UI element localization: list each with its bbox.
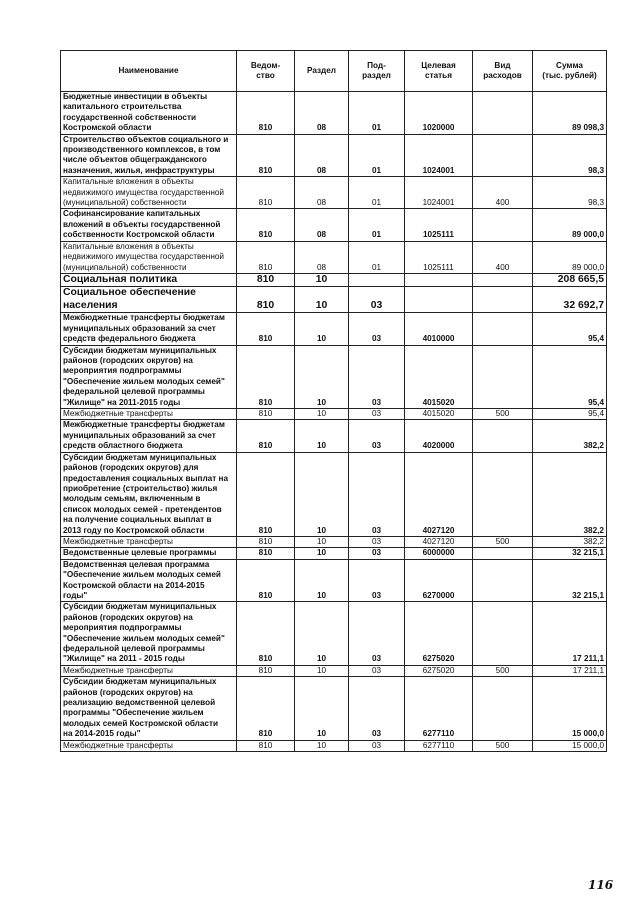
cell-subsection: 03: [349, 559, 405, 602]
cell-article: 1025111: [405, 241, 473, 273]
cell-article: 6277110: [405, 677, 473, 740]
cell-section: 10: [295, 287, 349, 313]
cell-name: Межбюджетные трансферты: [61, 740, 237, 751]
table-row: [61, 241, 607, 273]
cell-section: 10: [295, 602, 349, 665]
table-row: [61, 740, 607, 751]
cell-name: Субсидии бюджетам муниципальных районов (городских округов) на реализацию ведомственной целевой программы "Обеспечение жильем молодых семей Костромской области на 2014-2015 годы": [61, 677, 237, 740]
table-row: [61, 602, 607, 665]
cell-exp-type: [473, 345, 533, 408]
cell-subsection: 01: [349, 177, 405, 209]
page-number: 116: [588, 878, 614, 892]
cell-section: 10: [295, 273, 349, 287]
cell-dept: 810: [237, 345, 295, 408]
header-dept: Ведом- ство: [237, 51, 295, 92]
cell-exp-type: 500: [473, 536, 533, 547]
cell-section: 10: [295, 677, 349, 740]
cell-subsection: 03: [349, 420, 405, 452]
cell-subsection: 03: [349, 409, 405, 420]
table-row: [61, 452, 607, 536]
cell-name: Межбюджетные трансферты: [61, 665, 237, 676]
cell-subsection: 01: [349, 209, 405, 241]
cell-sum: 89 000,0: [533, 241, 607, 273]
cell-subsection: 03: [349, 740, 405, 751]
cell-sum: 89 098,3: [533, 92, 607, 135]
cell-subsection: 03: [349, 287, 405, 313]
header-exp-type: Вид расходов: [473, 51, 533, 92]
cell-exp-type: [473, 452, 533, 536]
cell-exp-type: [473, 134, 533, 177]
cell-dept: 810: [237, 209, 295, 241]
cell-article: 6270000: [405, 559, 473, 602]
cell-dept: 810: [237, 548, 295, 559]
cell-name: Ведомственные целевые программы: [61, 548, 237, 559]
cell-article: 6000000: [405, 548, 473, 559]
cell-section: 08: [295, 241, 349, 273]
table-row: [61, 409, 607, 420]
cell-exp-type: 500: [473, 409, 533, 420]
cell-name: Капитальные вложения в объекты недвижимого имущества государственной (муниципальной) собственности: [61, 177, 237, 209]
cell-subsection: 03: [349, 345, 405, 408]
cell-exp-type: 500: [473, 665, 533, 676]
header-article: Целевая статья: [405, 51, 473, 92]
cell-section: 10: [295, 345, 349, 408]
table-row: [61, 345, 607, 408]
cell-dept: 810: [237, 559, 295, 602]
cell-sum: 98,3: [533, 177, 607, 209]
cell-name: Социальная политика: [61, 273, 237, 287]
cell-exp-type: [473, 677, 533, 740]
cell-section: 10: [295, 740, 349, 751]
cell-name: Межбюджетные трансферты: [61, 536, 237, 547]
cell-article: 4020000: [405, 420, 473, 452]
table-row: [61, 313, 607, 345]
cell-dept: 810: [237, 287, 295, 313]
cell-subsection: 01: [349, 92, 405, 135]
cell-dept: 810: [237, 241, 295, 273]
cell-section: 08: [295, 209, 349, 241]
cell-exp-type: 400: [473, 177, 533, 209]
cell-name: Ведомственная целевая программа "Обеспечение жильем молодых семей Костромской области на 2014-2015 годы": [61, 559, 237, 602]
cell-exp-type: [473, 420, 533, 452]
cell-exp-type: 500: [473, 740, 533, 751]
table-row: [61, 559, 607, 602]
cell-section: 10: [295, 409, 349, 420]
cell-subsection: 03: [349, 602, 405, 665]
cell-name: Межбюджетные трансферты: [61, 409, 237, 420]
cell-name: Строительство объектов социального и производственного комплексов, в том числе объектов общегражданского назначения, жилья, инфраструктуры: [61, 134, 237, 177]
cell-subsection: 01: [349, 241, 405, 273]
cell-section: 10: [295, 548, 349, 559]
cell-section: 10: [295, 665, 349, 676]
cell-subsection: 03: [349, 548, 405, 559]
cell-dept: 810: [237, 177, 295, 209]
cell-name: Субсидии бюджетам муниципальных районов (городских округов) на мероприятия подпрограммы "Обеспечение жильем молодых семей" федеральной целевой программы "Жилище" на 2011-2015 годы: [61, 345, 237, 408]
cell-article: 6275020: [405, 665, 473, 676]
table-row: [61, 420, 607, 452]
cell-subsection: 03: [349, 665, 405, 676]
cell-dept: 810: [237, 92, 295, 135]
cell-name: Межбюджетные трансферты бюджетам муниципальных образований за счет средств областного бюджета: [61, 420, 237, 452]
cell-article: 1025111: [405, 209, 473, 241]
cell-subsection: 01: [349, 134, 405, 177]
cell-sum: 382,2: [533, 536, 607, 547]
header-section: Раздел: [295, 51, 349, 92]
cell-dept: 810: [237, 602, 295, 665]
cell-name: Субсидии бюджетам муниципальных районов (городских округов) на мероприятия подпрограммы "Обеспечение жильем молодых семей" федеральной целевой программы "Жилище" на 2011 - 2015 годы: [61, 602, 237, 665]
cell-section: 10: [295, 536, 349, 547]
cell-sum: 382,2: [533, 420, 607, 452]
cell-section: 10: [295, 313, 349, 345]
cell-sum: 208 665,5: [533, 273, 607, 287]
cell-article: 6275020: [405, 602, 473, 665]
cell-name: Бюджетные инвестиции в объекты капитального строительства государственной собственности Костромской области: [61, 92, 237, 135]
cell-dept: 810: [237, 134, 295, 177]
cell-section: 08: [295, 134, 349, 177]
table-row: [61, 209, 607, 241]
table-row: [61, 177, 607, 209]
cell-section: 08: [295, 92, 349, 135]
cell-article: 4015020: [405, 409, 473, 420]
cell-sum: 95,4: [533, 409, 607, 420]
cell-sum: 98,3: [533, 134, 607, 177]
cell-article: 4010000: [405, 313, 473, 345]
cell-exp-type: [473, 559, 533, 602]
cell-subsection: 03: [349, 536, 405, 547]
table-row: [61, 134, 607, 177]
cell-dept: 810: [237, 740, 295, 751]
cell-article: 4027120: [405, 536, 473, 547]
table-body: [61, 92, 607, 752]
cell-exp-type: [473, 273, 533, 287]
cell-exp-type: [473, 602, 533, 665]
cell-dept: 810: [237, 420, 295, 452]
cell-article: [405, 273, 473, 287]
cell-exp-type: 400: [473, 241, 533, 273]
cell-exp-type: [473, 287, 533, 313]
cell-exp-type: [473, 313, 533, 345]
cell-subsection: [349, 273, 405, 287]
cell-article: [405, 287, 473, 313]
cell-sum: 95,4: [533, 313, 607, 345]
cell-sum: 15 000,0: [533, 740, 607, 751]
cell-dept: 810: [237, 409, 295, 420]
cell-name: Социальное обеспечение населения: [61, 287, 237, 313]
table-row: [61, 677, 607, 740]
cell-article: 4015020: [405, 345, 473, 408]
table-header-row: [61, 51, 607, 92]
cell-sum: 17 211,1: [533, 602, 607, 665]
cell-subsection: 03: [349, 677, 405, 740]
table-row: [61, 273, 607, 287]
cell-article: 1024001: [405, 177, 473, 209]
cell-section: 08: [295, 177, 349, 209]
cell-dept: 810: [237, 536, 295, 547]
table-row: [61, 665, 607, 676]
cell-section: 10: [295, 452, 349, 536]
cell-section: 10: [295, 559, 349, 602]
cell-article: 1020000: [405, 92, 473, 135]
cell-sum: 32 215,1: [533, 559, 607, 602]
table-row: [61, 536, 607, 547]
table-row: [61, 92, 607, 135]
cell-name: Капитальные вложения в объекты недвижимого имущества государственной (муниципальной) собственности: [61, 241, 237, 273]
cell-dept: 810: [237, 313, 295, 345]
cell-sum: 17 211,1: [533, 665, 607, 676]
cell-name: Субсидии бюджетам муниципальных районов (городских округов) для предоставления социальных выплат на приобретение (строительство) жилья молодым семьям, включенным в список молодых семей - претендентов на получение социальных выплат в 2013 году по Костромской области: [61, 452, 237, 536]
cell-subsection: 03: [349, 313, 405, 345]
header-subsection: Под- раздел: [349, 51, 405, 92]
cell-section: 10: [295, 420, 349, 452]
cell-sum: 95,4: [533, 345, 607, 408]
cell-exp-type: [473, 92, 533, 135]
cell-article: 4027120: [405, 452, 473, 536]
header-sum: Сумма (тыс. рублей): [533, 51, 607, 92]
cell-dept: 810: [237, 665, 295, 676]
header-name: Наименование: [61, 51, 237, 92]
cell-subsection: 03: [349, 452, 405, 536]
cell-sum: 32 692,7: [533, 287, 607, 313]
cell-exp-type: [473, 548, 533, 559]
cell-sum: 32 215,1: [533, 548, 607, 559]
cell-dept: 810: [237, 273, 295, 287]
cell-article: 1024001: [405, 134, 473, 177]
cell-dept: 810: [237, 677, 295, 740]
cell-name: Межбюджетные трансферты бюджетам муниципальных образований за счет средств федерального бюджета: [61, 313, 237, 345]
table-row: [61, 548, 607, 559]
table-row: [61, 287, 607, 313]
cell-article: 6277110: [405, 740, 473, 751]
budget-table: [60, 50, 607, 752]
cell-name: Софинансирование капитальных вложений в объекты государственной собственности Костромской области: [61, 209, 237, 241]
cell-exp-type: [473, 209, 533, 241]
cell-sum: 15 000,0: [533, 677, 607, 740]
cell-sum: 382,2: [533, 452, 607, 536]
cell-sum: 89 000,0: [533, 209, 607, 241]
cell-dept: 810: [237, 452, 295, 536]
